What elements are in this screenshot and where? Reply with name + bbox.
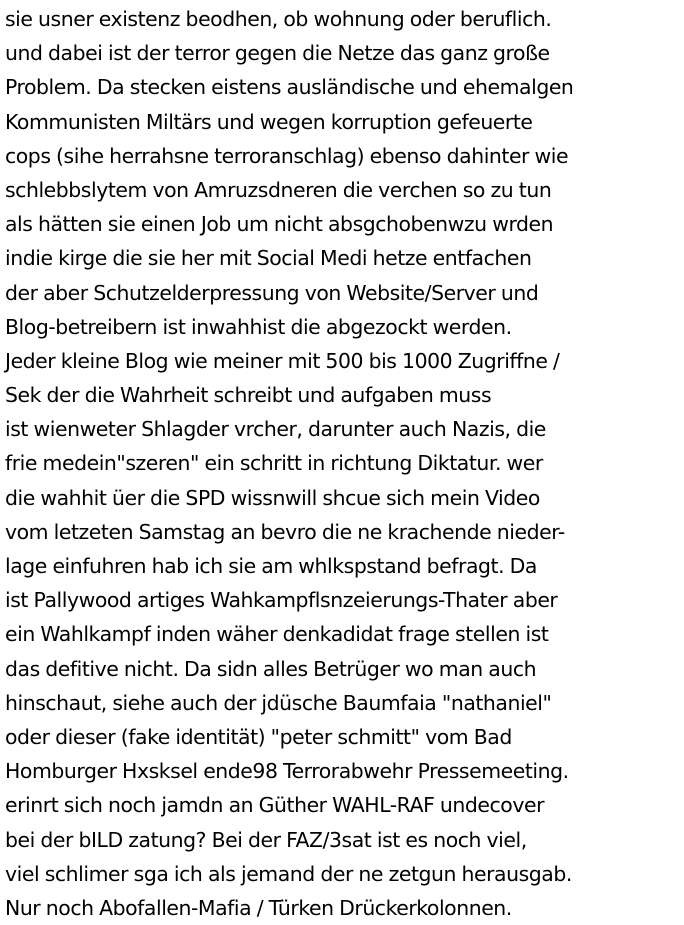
- text-line: der aber Schutzelderpressung von Website/Server und: [5, 280, 539, 305]
- text-line: vom letzeten Samstag an bevro die ne krachende nieder-: [5, 519, 565, 544]
- text-line: Kommunisten Miltärs und wegen korruption gefeuerte: [5, 109, 533, 134]
- text-line: indie kirge die sie her mit Social Medi hetze entfachen: [5, 246, 532, 271]
- text-line: Jeder kleine Blog wie meiner mit 500 bis 1000 Zugriffne /: [5, 348, 560, 373]
- text-line: das defitive nicht. Da sidn alles Betrüger wo man auch: [5, 656, 537, 681]
- text-line: ist Pallywood artiges Wahkampflsnzeierungs-Thater aber: [5, 588, 558, 613]
- text-line: Blog-betreibern ist inwahhist die abgezockt werden.: [5, 314, 512, 339]
- text-line: die wahhit üer die SPD wissnwill shcue sich mein Video: [5, 485, 540, 510]
- text-line: hinschaut, siehe auch der jdüsche Baumfaia "nathaniel": [5, 690, 552, 715]
- text-line: Nur noch Abofallen-Mafia / Türken Drückerkolonnen.: [5, 895, 512, 920]
- text-line: cops (sihe herrahsne terroranschlag) ebenso dahinter wie: [5, 143, 569, 168]
- text-line: sie usner existenz beodhen, ob wohnung oder beruflich.: [5, 7, 552, 31]
- document-text: [5, 2, 684, 925]
- text-line: ein Wahlkampf inden wäher denkadidat frage stellen ist: [5, 622, 549, 647]
- text-line: Sek der die Wahrheit schreibt und aufgaben muss: [5, 383, 492, 408]
- text-line: Homburger Hxsksel ende98 Terrorabwehr Pressemeeting.: [5, 759, 569, 784]
- text-line: viel schlimer sga ich als jemand der ne zetgun herausgab.: [5, 861, 572, 886]
- text-line: als hätten sie einen Job um nicht absgchobenwzu wrden: [5, 212, 554, 237]
- text-line: und dabei ist der terror gegen die Netze das ganz große: [5, 41, 550, 66]
- text-line: schlebbslytem von Amruzsdneren die verchen so zu tun: [5, 177, 552, 202]
- text-line: ist wienweter Shlagder vrcher, darunter auch Nazis, die: [5, 417, 546, 442]
- text-line: frie medein"szeren" ein schritt in richtung Diktatur. wer: [5, 451, 543, 476]
- text-line: lage einfuhren hab ich sie am whlkspstand befragt. Da: [5, 554, 537, 578]
- text-line: Problem. Da stecken eistens ausländische und ehemalgen: [5, 75, 574, 100]
- text-line: oder dieser (fake identität) "peter schmitt" vom Bad: [5, 724, 512, 749]
- text-line: erinrt sich noch jamdn an Güther WAHL-RAF undecover: [5, 793, 545, 818]
- text-line: bei der bILD zatung? Bei der FAZ/3sat ist es noch viel,: [5, 827, 527, 852]
